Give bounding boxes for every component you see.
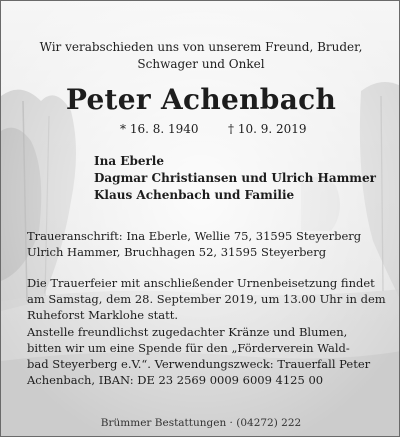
address-line: Ulrich Hammer, Bruchhagen 52, 31595 Steyerberg	[27, 245, 327, 259]
mourner: Dagmar Christiansen und Ulrich Hammer	[94, 171, 376, 185]
death-date: † 10. 9. 2019	[228, 122, 307, 136]
mourner: Klaus Achenbach und Familie	[94, 188, 295, 202]
ceremony-text	[27, 275, 386, 323]
donation-text	[27, 324, 370, 388]
donation-line: Anstelle freundlichst zugedachter Kränze und Blumen,	[27, 325, 348, 339]
mourner: Ina Eberle	[94, 154, 164, 168]
mourning-address	[27, 228, 361, 260]
birth-date: * 16. 8. 1940	[120, 122, 199, 136]
donation-line: bitten wir um eine Spende für den „Förderverein Wald-	[27, 341, 350, 355]
ceremony-line: Ruheforst Marklohe statt.	[27, 308, 178, 322]
intro-text	[1, 39, 400, 73]
intro-line: Wir verabschieden uns von unserem Freund, Bruder,	[39, 40, 363, 54]
ceremony-line: Die Trauerfeier mit anschließender Urnenbeisetzung findet	[27, 276, 375, 290]
donation-line: bad Steyerberg e.V.“. Verwendungszweck: Trauerfall Peter	[27, 357, 371, 371]
ceremony-line: am Samstag, dem 28. September 2019, um 13.00 Uhr in dem	[27, 292, 386, 306]
address-line: Traueranschrift: Ina Eberle, Wellie 75, 31595 Steyerberg	[27, 229, 362, 243]
deceased-name: Peter Achenbach	[65, 83, 337, 116]
donation-line: Achenbach, IBAN: DE 23 2569 0009 6009 4125 00	[27, 373, 324, 387]
notice-content	[1, 1, 400, 437]
funeral-home-footer: Brümmer Bestattungen · (04272) 222	[100, 417, 302, 429]
intro-line: Schwager und Onkel	[137, 57, 265, 71]
mourners-list	[94, 153, 376, 204]
